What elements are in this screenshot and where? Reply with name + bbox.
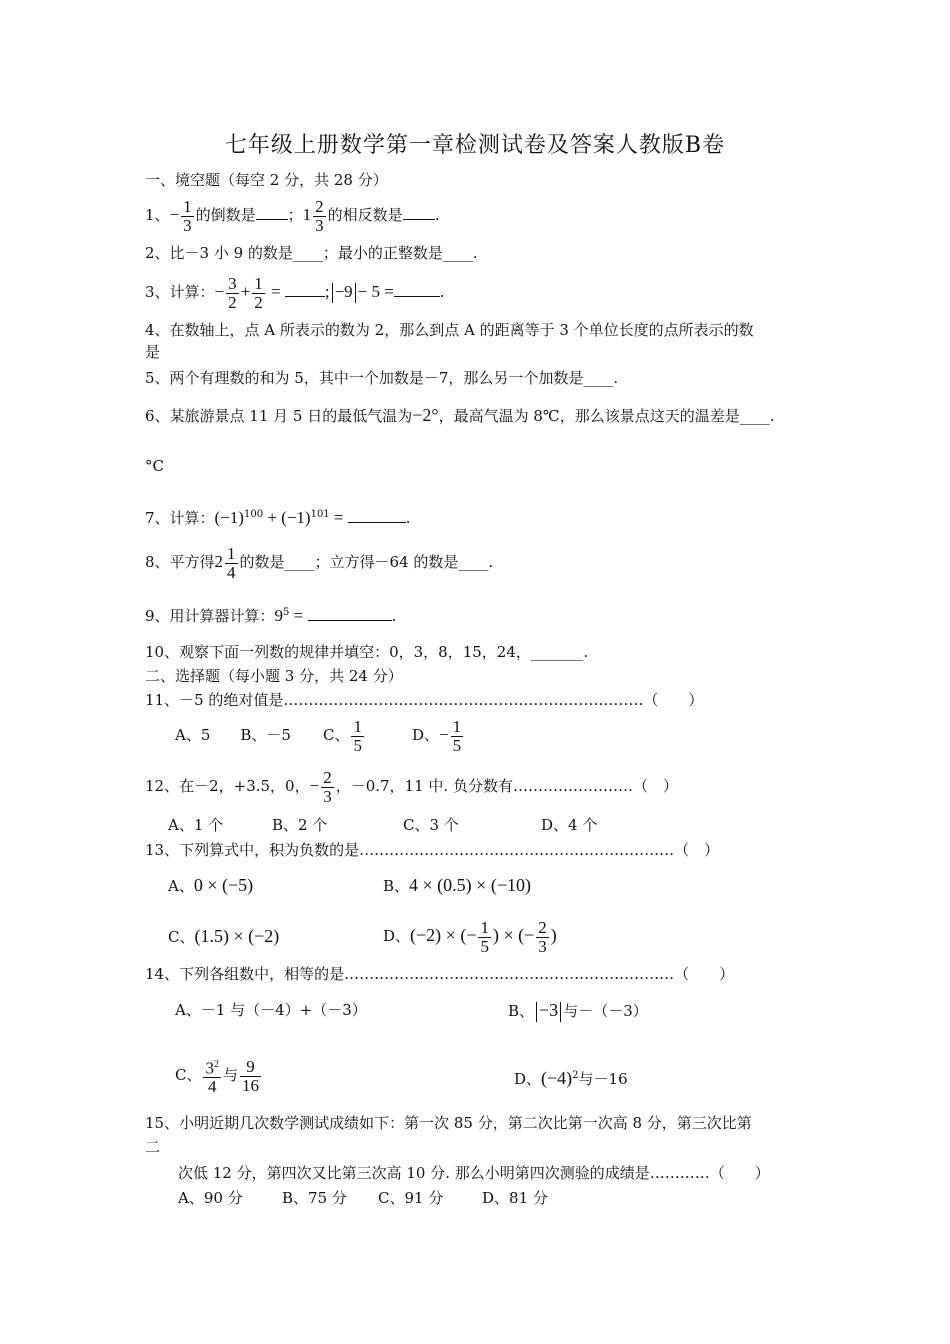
question-2: 2、比－3 小 9 的数是____；最小的正整数是____. [145, 244, 478, 262]
question-15-line1: 15、小明近期几次数学测试成绩如下：第一次 85 分，第二次比第一次高 8 分，第三次比第 [145, 1114, 752, 1132]
section-heading-fill-in: 一、境空题（每空 2 分，共 28 分） [145, 171, 388, 189]
question-14-option-d: D、$(-4)^2$与－16 [514, 1068, 628, 1088]
question-11: 11、－5 的绝对值是………………………………………………………………（ ） [145, 691, 704, 709]
question-13-option-d: D、(−2) × (− $\frac{1}{5}$ ) × (− $\frac{2}{3}$ ) [383, 917, 557, 956]
page-title: 七年级上册数学第一章检测试卷及答案人教版B卷 [224, 133, 726, 158]
question-15-option-c: C、91 分 [378, 1189, 444, 1207]
question-15-option-b: B、75 分 [282, 1189, 347, 1207]
question-12-option-b: B、2 个 [272, 816, 328, 834]
question-13-option-a: A、0 × (−5) [168, 875, 254, 895]
question-12: 12、在－2，+3.5，0，− $\frac{2}{3}$ ，－0.7，11 中. 负分数有……………………（ ） [145, 767, 678, 806]
question-13-option-c: C、(1.5) × (−2) [168, 926, 280, 946]
question-6-unit: °C [145, 457, 164, 475]
question-10: 10、观察下面一列数的规律并填空：0，3，8，15，24，_______. [145, 643, 589, 661]
question-15-line3: 次低 12 分，第四次又比第三次高 10 分. 那么小明第四次测验的成绩是…………（ ） [178, 1164, 770, 1182]
question-5: 5、两个有理数的和为 5，其中一个加数是－7，那么另一个加数是____. [145, 369, 619, 387]
question-4-line2: 是 [145, 343, 161, 361]
question-9: 9、用计算器计算：$9^5$ = . [145, 606, 397, 625]
question-15-option-d: D、81 分 [482, 1189, 548, 1207]
question-14-option-a: A、－1 与（－4）+（－3） [175, 1001, 367, 1019]
question-7: 7、计算：$(-1)^{100} + (-1)^{101}$ = . [145, 508, 411, 527]
question-3: 3、计算：− $\frac{3}{2}$ + $\frac{1}{2}$ = ; −9 − 5 = . [145, 273, 445, 312]
question-1: 1、− $\frac{1}{3}$ 的倒数是 ；1 $\frac{2}{3}$ 的相反数是 . [145, 196, 440, 235]
question-15-line2: 二 [145, 1138, 161, 1156]
question-14-option-b: B、 −3 与－（－3） [508, 1000, 648, 1020]
question-12-option-c: C、3 个 [403, 816, 459, 834]
section-heading-choice: 二、选择题（每小题 3 分，共 24 分） [145, 667, 403, 685]
question-12-option-a: A、1 个 [168, 816, 224, 834]
question-15-option-a: A、90 分 [178, 1189, 243, 1207]
question-13-option-b: B、4 × (0.5) × (−10) [383, 875, 531, 895]
question-13: 13、下列算式中，积为负数的是………………………………………………………（ ） [145, 841, 720, 859]
question-11-options: A、5 B、－5 C、 $\frac{1}{5}$ D、− $\frac{1}{5}$ [175, 716, 462, 755]
question-14: 14、下列各组数中，相等的是…………………………………………………………（ ） [145, 965, 735, 983]
question-6: 6、某旅游景点 11 月 5 日的最低气温为−2°，最高气温为 8℃，那么该景点这天的温差是____. [145, 405, 775, 425]
question-8: 8、平方得2 $\frac{1}{4}$ 的数是____；立方得－64 的数是____. [145, 543, 494, 582]
question-12-option-d: D、4 个 [541, 816, 598, 834]
question-4-line1: 4、在数轴上，点 A 所表示的数为 2，那么到点 A 的距离等于 3 个单位长度的点所表示的数 [145, 321, 754, 339]
question-14-option-c: C、 $\frac{3^2}{4}$ 与 $\frac{9}{16}$ [175, 1056, 259, 1097]
